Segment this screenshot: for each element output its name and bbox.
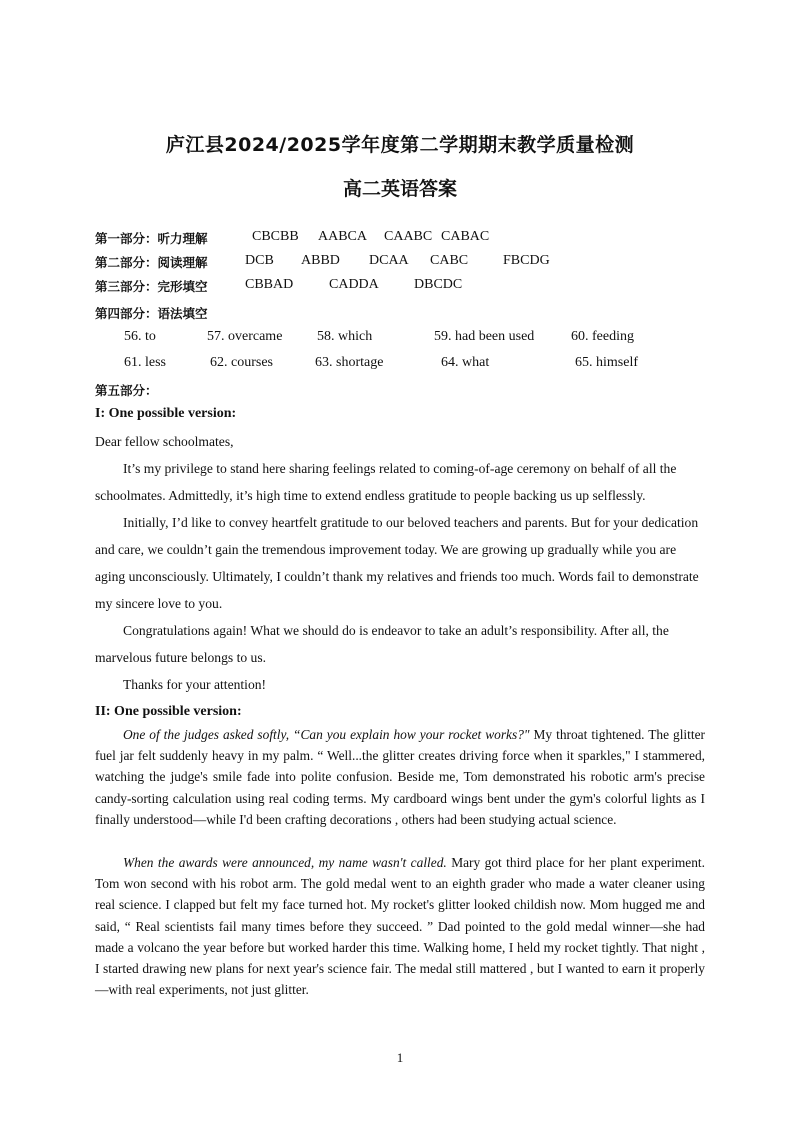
part2-answer-1: DCB xyxy=(245,253,274,268)
part3-label: 第三部分：完形填空 xyxy=(95,279,208,294)
part3-answer-1: CBBAD xyxy=(245,277,294,292)
grammar-item-58: 58. which xyxy=(317,329,373,344)
part1-row xyxy=(95,229,705,249)
part3-row xyxy=(95,277,705,297)
part2-answer-2: ABBD xyxy=(301,253,340,268)
part4-items-row-2 xyxy=(95,355,705,375)
grammar-item-64: 64. what xyxy=(441,355,490,370)
grammar-item-62: 62. courses xyxy=(210,355,273,370)
part4-items-row-1 xyxy=(95,329,705,349)
writing1-paragraph-1: It’s my privilege to stand here sharing feelings related to coming-of-age ceremony on behalf of all the schoolmates. Admittedly, it’s high time to extend endless gratitude to people backing us up selflessly. xyxy=(95,461,677,503)
writing2-paragraph-2-lead: When the awards were announced, my name wasn't called. xyxy=(123,855,447,870)
writing2-paragraph-1-body: My throat tightened. The glitter fuel jar felt suddenly heavy in my palm. “ Well...the glitter creates driving force when it sparkles," I stammered, watching the judge's smile fade into polite confusion. Beside me, Tom demonstrated his robotic arm's precise candy-sorting calculation using real coding terms. My cardboard wings bent under the gym's colorful lights as I finally understood—while I'd been crafting decorations , others had been studying actual science. xyxy=(95,727,706,827)
part1-answer-1: CBCBB xyxy=(252,229,299,244)
part3-answer-2: CADDA xyxy=(329,277,379,292)
grammar-item-61: 61. less xyxy=(124,355,166,370)
part1-answer-2: AABCA xyxy=(318,229,368,244)
grammar-item-65: 65. himself xyxy=(575,355,638,370)
grammar-item-63: 63. shortage xyxy=(315,355,384,370)
grammar-item-59: 59. had been used xyxy=(434,329,535,344)
page-subtitle: 高二英语答案 xyxy=(342,178,457,200)
part1-label: 第一部分：听力理解 xyxy=(95,231,208,246)
grammar-item-56: 56. to xyxy=(124,329,156,344)
part2-row xyxy=(95,253,705,273)
part5-row xyxy=(95,381,705,401)
writing2-heading: II: One possible version: xyxy=(95,704,242,719)
part1-answer-3: CAABC xyxy=(384,229,433,244)
writing2-paragraph-2 xyxy=(95,852,705,1000)
writing1-closing: Thanks for your attention! xyxy=(123,677,267,692)
writing2-paragraph-1-lead: One of the judges asked softly, “Can you explain how your rocket works?" xyxy=(123,727,530,742)
part4-row xyxy=(95,304,705,324)
part2-answer-4: CABC xyxy=(430,253,469,268)
writing1-salutation: Dear fellow schoolmates, xyxy=(95,434,234,449)
part1-answer-4: CABAC xyxy=(441,229,490,244)
writing1-paragraph-3: Congratulations again! What we should do is endeavor to take an adult’s responsibility. After all, the marvelous future belongs to us. xyxy=(95,623,669,665)
grammar-item-57: 57. overcame xyxy=(207,329,283,344)
writing2-paragraph-2-body: Mary got third place for her plant experiment. Tom won second with his robot arm. The gold medal went to an eighth grader who made a water cleaner using real science. I clapped but felt my face turned hot. My rocket's glitter looked childish now. Mom hugged me and said, “ Real scientists fail many times before they succeed. ” Dad pointed to the gold medal winner—she had made a volcano the year before but worked harder this time. Walking home, I held my rocket tightly. That night , I started drawing new plans for next year's science fair. The medal still mattered , but I wanted to earn it properly—with real experiments, not just glitter. xyxy=(95,855,705,998)
writing2-paragraph-1 xyxy=(95,724,705,830)
part2-answer-3: DCAA xyxy=(369,253,409,268)
writing1-paragraph-2: Initially, I’d like to convey heartfelt gratitude to our beloved teachers and parents. But for your dedication and care, we couldn’t gain the tremendous improvement today. We are growing up gradually while you are aging unconsciously. Ultimately, I couldn’t thank my relatives and friends too much. Words fail to demonstrate my sincere love to you. xyxy=(95,515,699,611)
page-number: 1 xyxy=(396,1050,404,1065)
part2-answer-5: FBCDG xyxy=(503,253,550,268)
page-title: 庐江县2024/2025学年度第二学期期末教学质量检测 xyxy=(165,134,635,156)
part4-label: 第四部分：语法填空 xyxy=(95,306,208,321)
writing1-heading: I: One possible version: xyxy=(95,406,237,421)
part2-label: 第二部分：阅读理解 xyxy=(95,255,208,270)
grammar-item-60: 60. feeding xyxy=(571,329,634,344)
part5-label: 第五部分： xyxy=(95,383,158,398)
part3-answer-3: DBCDC xyxy=(414,277,463,292)
